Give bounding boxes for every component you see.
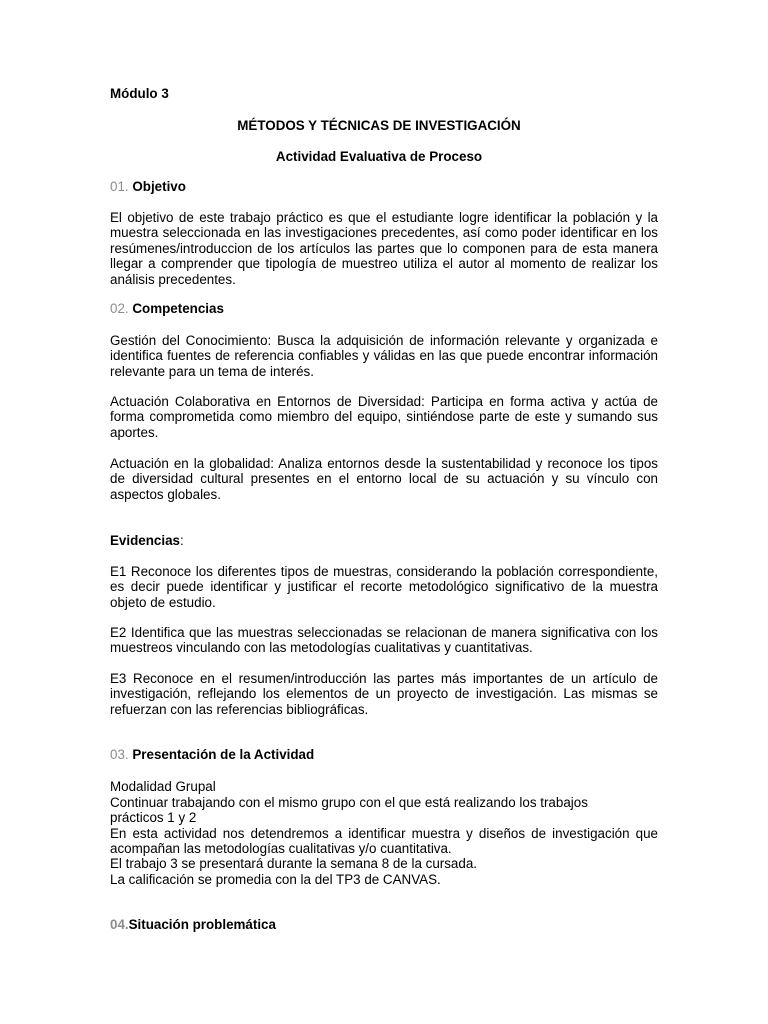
- presentacion-line-4: El trabajo 3 se presentará durante la semana 8 de la cursada.: [110, 856, 477, 871]
- objetivo-paragraph: El objetivo de este trabajo práctico es que el estudiante logre identificar la población y la muestra seleccionada en las investigaciones precedentes, así como poder identificar en los resúmenes/introduccion de los artículos las partes que lo componen para de esta manera llegar a comprender que tipología de muestreo utiliza el autor al momento de realizar los análisis precedentes.: [110, 210, 658, 287]
- evidencias-heading: [110, 533, 658, 548]
- presentacion-line-5: La calificación se promedia con la del TP3 de CANVAS.: [110, 872, 441, 887]
- document-subtitle: Actividad Evaluativa de Proceso: [275, 149, 483, 164]
- section-heading-competencias: [110, 301, 658, 316]
- evidencias-colon: :: [179, 533, 184, 548]
- competencia-paragraph-2: Actuación Colaborativa en Entornos de Diversidad: Participa en forma activa y actúa de forma comprometida como miembro del equipo, sintiéndose parte de este y sumando sus aportes.: [110, 394, 658, 440]
- section-title: Situación problemática: [128, 917, 276, 932]
- module-label: Módulo 3: [110, 86, 169, 101]
- section-heading-situacion: [110, 917, 658, 932]
- section-heading-objetivo: [110, 179, 658, 194]
- evidencia-paragraph-2: E2 Identifica que las muestras seleccionadas se relacionan de manera significativa con los muestreos vinculando con las metodologías cualitativas y cuantitativas.: [110, 625, 658, 656]
- presentacion-line-2: Continuar trabajando con el mismo grupo con el que está realizando los trabajos prácticos 1 y 2: [110, 795, 588, 826]
- presentacion-line-1: Modalidad Grupal: [110, 779, 216, 794]
- evidencia-paragraph-3: E3 Reconoce en el resumen/introducción las partes más importantes de un artículo de investigación, reflejando los elementos de un proyecto de investigación. Las mismas se refuerzan con las referencias bibliográficas.: [110, 671, 658, 717]
- section-number: 01.: [110, 179, 129, 194]
- evidencia-paragraph-1: E1 Reconoce los diferentes tipos de muestras, considerando la población correspondiente, es decir puede identificar y justificar el recorte metodológico significativo de la muestra objeto de estudio.: [110, 564, 658, 610]
- section-number: 04.: [110, 917, 129, 932]
- document-title: MÉTODOS Y TÉCNICAS DE INVESTIGACIÓN: [237, 118, 521, 133]
- section-number: 03.: [110, 747, 129, 762]
- competencia-paragraph-3: Actuación en la globalidad: Analiza entornos desde la sustentabilidad y reconoce los tipos de diversidad cultural presentes en el entorno local de su actuación y su vínculo con aspectos globales.: [110, 456, 658, 502]
- section-number: 02.: [110, 301, 129, 316]
- evidencias-title: Evidencias: [110, 533, 180, 548]
- competencia-paragraph-1: Gestión del Conocimiento: Busca la adquisición de información relevante y organizada e identifica fuentes de referencia confiables y válidas en las que puede encontrar información relevante para un tema de interés.: [110, 333, 658, 379]
- presentacion-line-3: En esta actividad nos detendremos a identificar muestra y diseños de investigación que acompañan las metodologías cualitativas y/o cuantitativa.: [110, 826, 658, 857]
- section-title: Objetivo: [132, 179, 186, 194]
- section-title: Competencias: [132, 301, 224, 316]
- section-heading-presentacion: [110, 747, 658, 762]
- section-title: Presentación de la Actividad: [132, 747, 315, 762]
